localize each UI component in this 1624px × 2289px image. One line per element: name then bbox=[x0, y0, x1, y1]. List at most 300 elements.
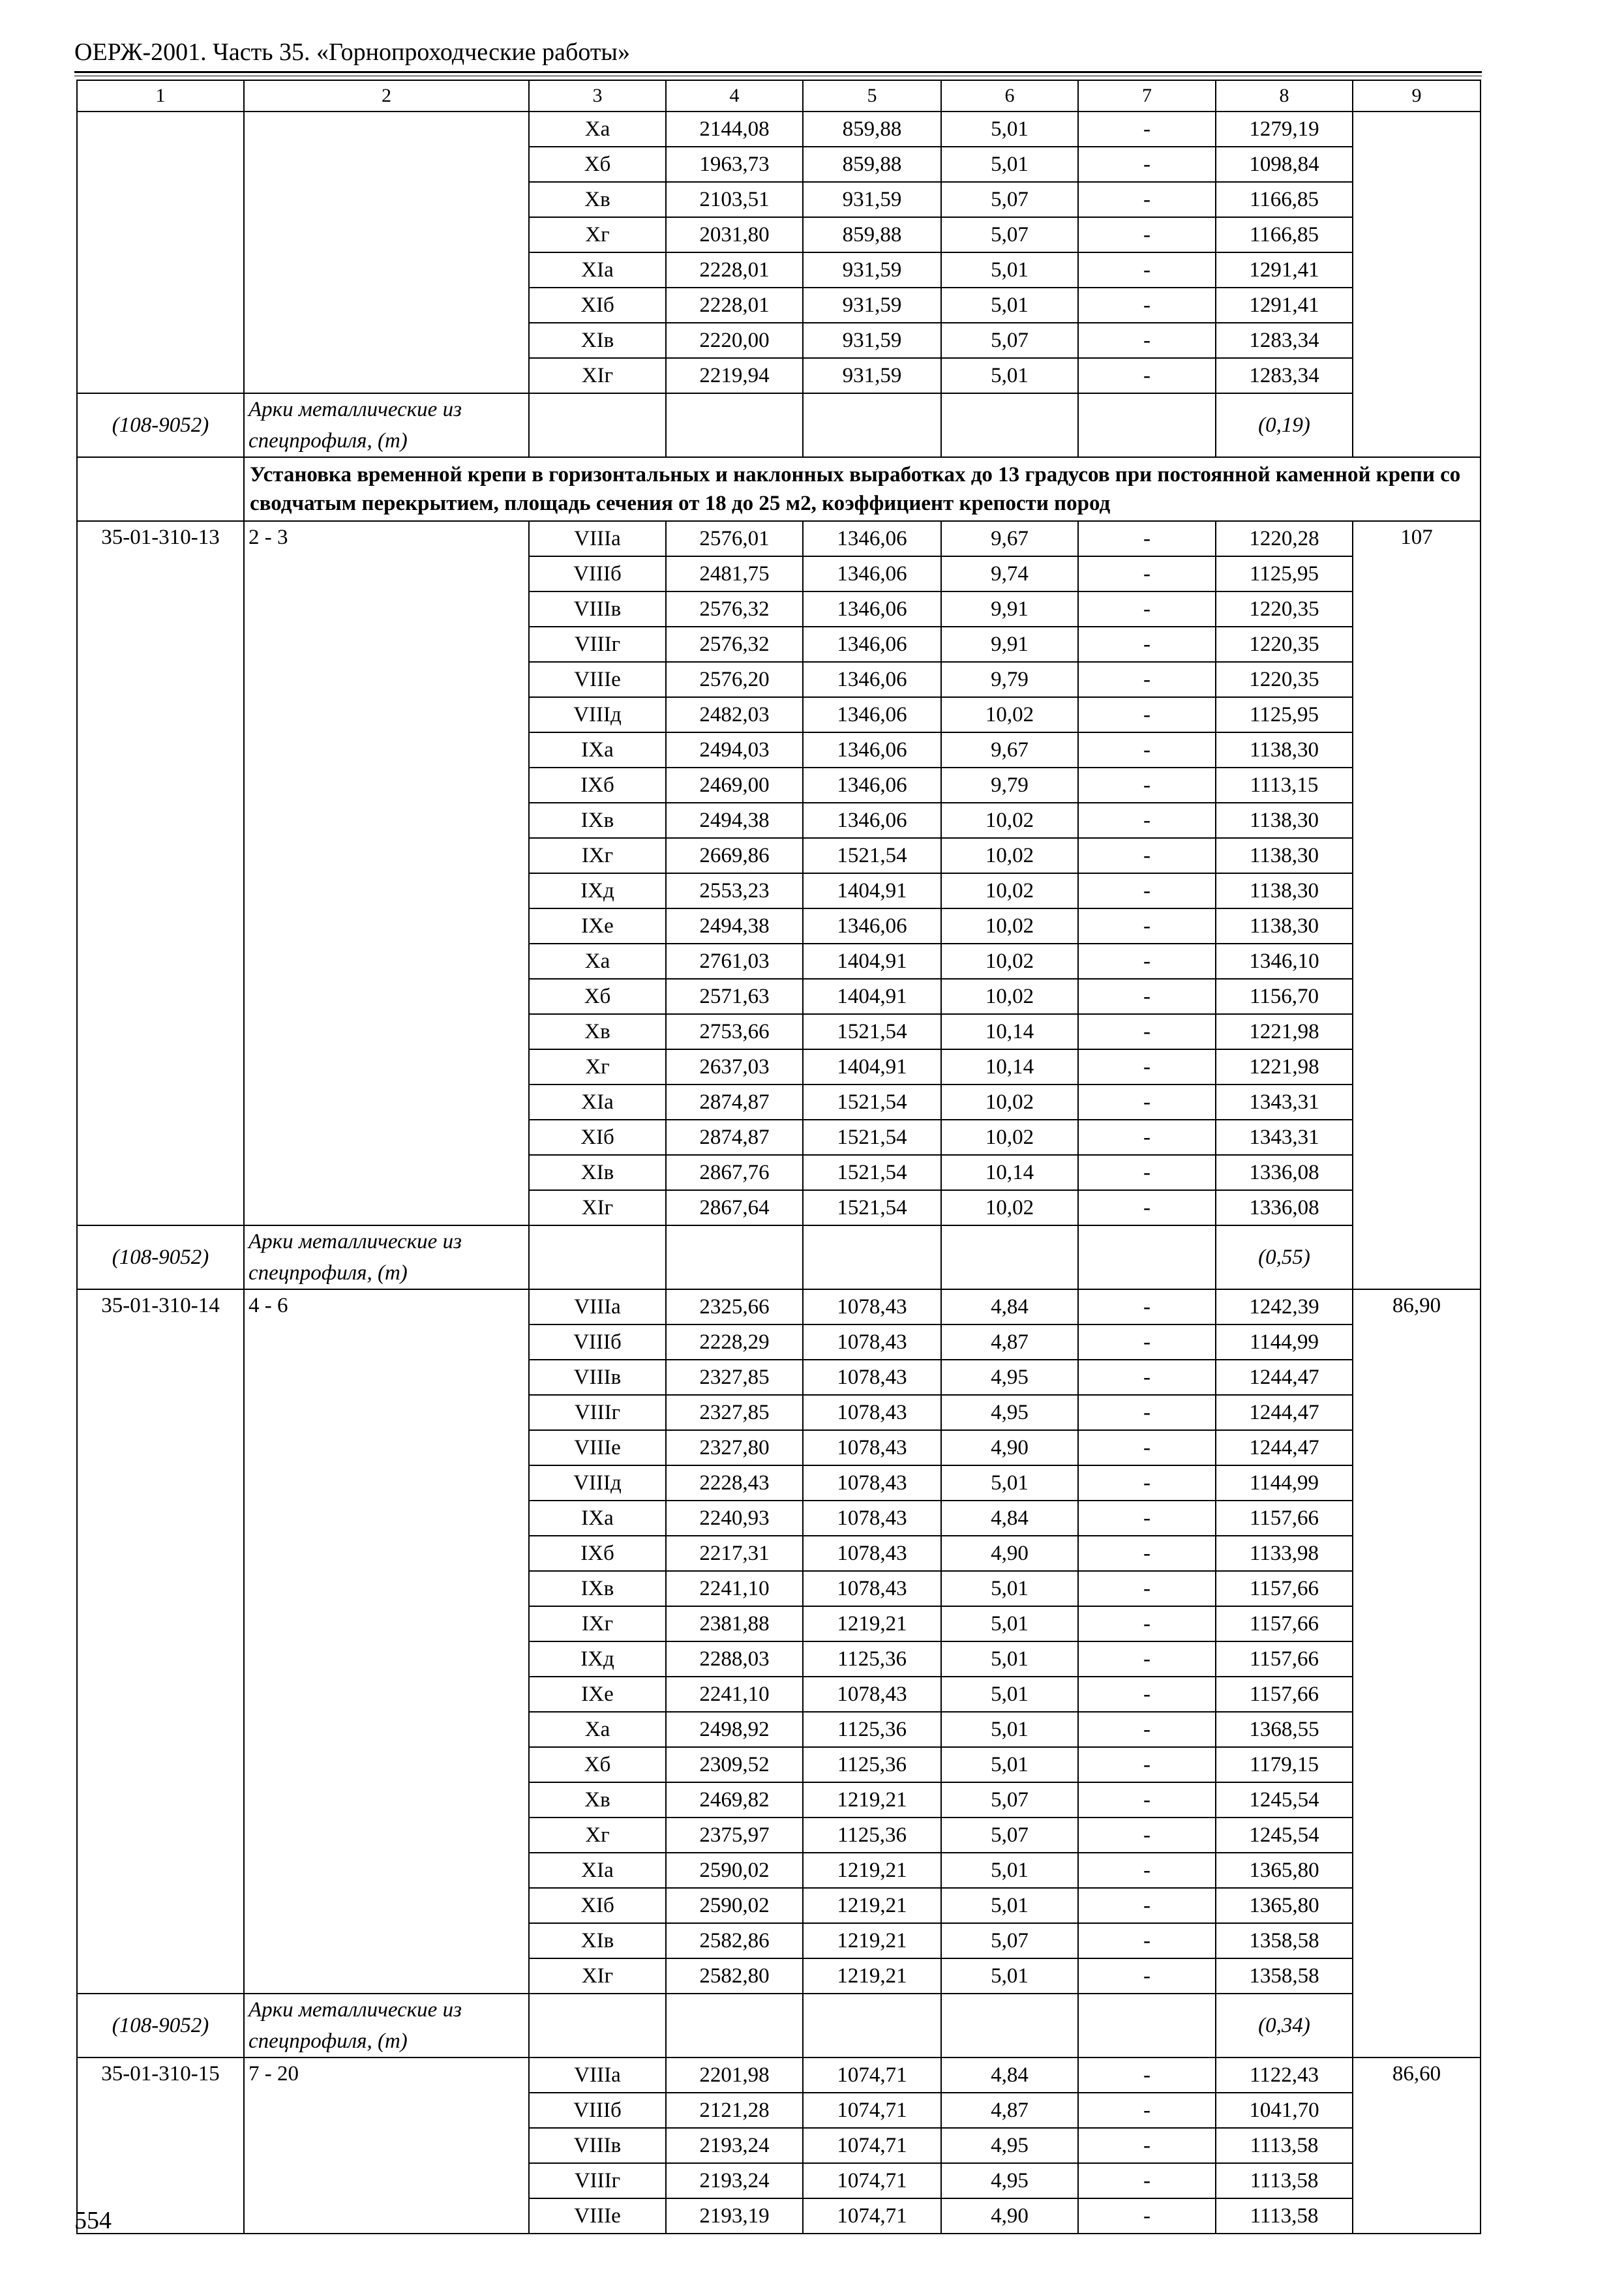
table-cell: 1521,54 bbox=[803, 1085, 941, 1120]
table-cell: - bbox=[1078, 591, 1216, 627]
table-cell-empty bbox=[941, 1994, 1078, 2057]
table-cell: 5,07 bbox=[941, 182, 1078, 217]
table-cell: VIIIд bbox=[529, 1465, 666, 1501]
table-cell: 9,79 bbox=[941, 662, 1078, 697]
table-cell: 10,02 bbox=[941, 838, 1078, 873]
table-cell: 2103,51 bbox=[666, 182, 803, 217]
table-cell: 5,01 bbox=[941, 1958, 1078, 1994]
table-cell: 931,59 bbox=[803, 288, 941, 323]
rate-code-cell: 35-01-310-14 bbox=[77, 1289, 244, 1994]
material-row bbox=[77, 1225, 1481, 1289]
table-cell: 4,84 bbox=[941, 1501, 1078, 1536]
column-number-row bbox=[77, 80, 1481, 112]
table-cell: - bbox=[1078, 627, 1216, 662]
table-cell: 1219,21 bbox=[803, 1782, 941, 1818]
page-header-title: ОЕРЖ-2001. Часть 35. «Горнопроходческие работы» bbox=[74, 38, 630, 66]
table-cell: 2325,66 bbox=[666, 1289, 803, 1324]
table-cell: 10,02 bbox=[941, 908, 1078, 944]
table-cell: VIIIб bbox=[529, 556, 666, 591]
table-cell: 2327,85 bbox=[666, 1360, 803, 1395]
table-cell: 1291,41 bbox=[1216, 252, 1353, 288]
table-cell: - bbox=[1078, 873, 1216, 908]
table-cell: 9,91 bbox=[941, 591, 1078, 627]
column-number: 1 bbox=[77, 80, 244, 112]
table-cell: 2576,01 bbox=[666, 521, 803, 556]
table-cell: - bbox=[1078, 1641, 1216, 1677]
table-cell: 2494,38 bbox=[666, 803, 803, 838]
table-cell: 5,07 bbox=[941, 1923, 1078, 1958]
table-cell: 1365,80 bbox=[1216, 1888, 1353, 1923]
table-cell: 1219,21 bbox=[803, 1853, 941, 1888]
table-cell: 1219,21 bbox=[803, 1606, 941, 1641]
table-cell: 1368,55 bbox=[1216, 1712, 1353, 1747]
table-cell: 1074,71 bbox=[803, 2198, 941, 2234]
col9-value-cell bbox=[1353, 112, 1481, 457]
table-cell: 2874,87 bbox=[666, 1120, 803, 1155]
table-cell: 5,01 bbox=[941, 1747, 1078, 1782]
table-cell: VIIIа bbox=[529, 521, 666, 556]
table-cell: 1179,15 bbox=[1216, 1747, 1353, 1782]
table-cell: Xг bbox=[529, 1049, 666, 1085]
table-cell: 2193,24 bbox=[666, 2163, 803, 2198]
table-cell: 931,59 bbox=[803, 252, 941, 288]
table-cell-empty bbox=[803, 1994, 941, 2057]
table-cell: 5,01 bbox=[941, 252, 1078, 288]
table-cell: 1074,71 bbox=[803, 2093, 941, 2128]
table-cell: 931,59 bbox=[803, 358, 941, 393]
table-cell: 2375,97 bbox=[666, 1818, 803, 1853]
material-value-cell: (0,55) bbox=[1216, 1225, 1353, 1289]
table-cell: 1346,06 bbox=[803, 697, 941, 732]
material-name-cell: Арки металлические из спецпрофиля, (т) bbox=[244, 393, 529, 457]
table-cell: 2217,31 bbox=[666, 1536, 803, 1571]
column-number: 5 bbox=[803, 80, 941, 112]
table-cell: IXа bbox=[529, 732, 666, 768]
table-cell: - bbox=[1078, 2057, 1216, 2093]
section-title: Установка временной крепи в горизонтальных и наклонных выработках до 13 градусов при постоянной каменной крепи со сводчатым перекрытием, площадь сечения от 18 до 25 м2, коэффициент крепости пород bbox=[244, 457, 1481, 521]
table-cell: 1144,99 bbox=[1216, 1465, 1353, 1501]
table-cell: 5,07 bbox=[941, 1782, 1078, 1818]
table-cell: Xв bbox=[529, 1014, 666, 1049]
table-cell: 1133,98 bbox=[1216, 1536, 1353, 1571]
table-cell-empty bbox=[666, 393, 803, 457]
table-cell: 1404,91 bbox=[803, 873, 941, 908]
table-cell: - bbox=[1078, 1677, 1216, 1712]
table-body bbox=[77, 80, 1481, 2234]
material-row bbox=[77, 1994, 1481, 2057]
table-cell: - bbox=[1078, 1782, 1216, 1818]
table-cell: VIIIе bbox=[529, 2198, 666, 2234]
table-cell: 1346,06 bbox=[803, 908, 941, 944]
rock-strength-range-cell: 4 - 6 bbox=[244, 1289, 529, 1994]
table-cell: - bbox=[1078, 252, 1216, 288]
table-cell: 1365,80 bbox=[1216, 1853, 1353, 1888]
table-cell: 5,01 bbox=[941, 112, 1078, 147]
table-cell: 5,01 bbox=[941, 1606, 1078, 1641]
table-cell: 1346,06 bbox=[803, 627, 941, 662]
table-cell: - bbox=[1078, 182, 1216, 217]
rate-code-cell bbox=[77, 112, 244, 393]
table-cell: 1404,91 bbox=[803, 1049, 941, 1085]
table-cell: 4,95 bbox=[941, 1360, 1078, 1395]
material-value-cell: (0,19) bbox=[1216, 393, 1353, 457]
table-cell: 931,59 bbox=[803, 323, 941, 358]
table-cell: 1346,06 bbox=[803, 768, 941, 803]
column-number: 7 bbox=[1078, 80, 1216, 112]
table-cell: 2219,94 bbox=[666, 358, 803, 393]
table-cell: - bbox=[1078, 323, 1216, 358]
table-cell: 1138,30 bbox=[1216, 732, 1353, 768]
table-cell: 9,74 bbox=[941, 556, 1078, 591]
table-cell: 1521,54 bbox=[803, 1014, 941, 1049]
table-cell: - bbox=[1078, 217, 1216, 252]
table-cell: - bbox=[1078, 908, 1216, 944]
column-number: 9 bbox=[1353, 80, 1481, 112]
table-cell: - bbox=[1078, 732, 1216, 768]
table-cell: 931,59 bbox=[803, 182, 941, 217]
table-cell: 2867,76 bbox=[666, 1155, 803, 1190]
table-cell: - bbox=[1078, 1888, 1216, 1923]
table-cell: - bbox=[1078, 944, 1216, 979]
table-cell: 1144,99 bbox=[1216, 1324, 1353, 1360]
material-code-cell: (108-9052) bbox=[77, 1994, 244, 2057]
table-cell: 1245,54 bbox=[1216, 1782, 1353, 1818]
table-cell: 10,02 bbox=[941, 944, 1078, 979]
table-cell: 1291,41 bbox=[1216, 288, 1353, 323]
table-cell: IXб bbox=[529, 1536, 666, 1571]
table-cell: 1244,47 bbox=[1216, 1360, 1353, 1395]
table-cell: VIIIг bbox=[529, 1395, 666, 1430]
table-cell: 1125,36 bbox=[803, 1641, 941, 1677]
table-cell: 2220,00 bbox=[666, 323, 803, 358]
table-cell: XIг bbox=[529, 1958, 666, 1994]
table-cell: 1219,21 bbox=[803, 1958, 941, 1994]
table-cell: 1343,31 bbox=[1216, 1085, 1353, 1120]
table-cell: 2031,80 bbox=[666, 217, 803, 252]
table-cell: VIIIв bbox=[529, 591, 666, 627]
table-cell: VIIIв bbox=[529, 2128, 666, 2163]
table-cell: 4,84 bbox=[941, 1289, 1078, 1324]
table-cell: XIа bbox=[529, 252, 666, 288]
table-cell: 1078,43 bbox=[803, 1289, 941, 1324]
header-rule bbox=[74, 71, 1482, 73]
table-cell: 1346,06 bbox=[803, 591, 941, 627]
table-cell: 2669,86 bbox=[666, 838, 803, 873]
table-cell: 1220,35 bbox=[1216, 591, 1353, 627]
table-cell: - bbox=[1078, 556, 1216, 591]
table-cell: 2571,63 bbox=[666, 979, 803, 1014]
table-cell: - bbox=[1078, 1360, 1216, 1395]
table-cell: 9,91 bbox=[941, 627, 1078, 662]
table-cell: 2193,19 bbox=[666, 2198, 803, 2234]
material-value-cell: (0,34) bbox=[1216, 1994, 1353, 2057]
section-spacer-cell bbox=[77, 457, 244, 521]
table-cell: 1138,30 bbox=[1216, 803, 1353, 838]
table-cell: - bbox=[1078, 1155, 1216, 1190]
table-cell: 1113,58 bbox=[1216, 2163, 1353, 2198]
table-cell: 1078,43 bbox=[803, 1465, 941, 1501]
table-cell: 1245,54 bbox=[1216, 1818, 1353, 1853]
table-cell: - bbox=[1078, 112, 1216, 147]
table-cell: VIIIб bbox=[529, 1324, 666, 1360]
table-cell: 2240,93 bbox=[666, 1501, 803, 1536]
table-cell: - bbox=[1078, 147, 1216, 182]
table-cell: - bbox=[1078, 662, 1216, 697]
table-cell: 1336,08 bbox=[1216, 1190, 1353, 1225]
table-cell: 9,67 bbox=[941, 521, 1078, 556]
rates-table bbox=[76, 80, 1481, 2234]
table-cell: 9,79 bbox=[941, 768, 1078, 803]
table-cell: 1125,36 bbox=[803, 1818, 941, 1853]
table-cell: 1041,70 bbox=[1216, 2093, 1353, 2128]
table-cell: 1221,98 bbox=[1216, 1014, 1353, 1049]
table-cell: - bbox=[1078, 1395, 1216, 1430]
table-cell: 10,02 bbox=[941, 1085, 1078, 1120]
table-cell: Xг bbox=[529, 1818, 666, 1853]
col9-value-cell: 107 bbox=[1353, 521, 1481, 1289]
table-cell: 1125,36 bbox=[803, 1712, 941, 1747]
table-cell: 1078,43 bbox=[803, 1677, 941, 1712]
table-cell: - bbox=[1078, 1958, 1216, 1994]
table-cell: 2309,52 bbox=[666, 1747, 803, 1782]
table-cell: 10,02 bbox=[941, 1120, 1078, 1155]
table-cell: 1138,30 bbox=[1216, 873, 1353, 908]
table-cell: Xг bbox=[529, 217, 666, 252]
rock-strength-range-cell: 2 - 3 bbox=[244, 521, 529, 1225]
table-cell: 1521,54 bbox=[803, 838, 941, 873]
table-cell: - bbox=[1078, 1014, 1216, 1049]
page-number: 554 bbox=[74, 2207, 112, 2234]
table-cell: VIIIд bbox=[529, 697, 666, 732]
table-cell: 5,01 bbox=[941, 1465, 1078, 1501]
table-cell: VIIIе bbox=[529, 662, 666, 697]
table-cell: 1336,08 bbox=[1216, 1155, 1353, 1190]
table-cell: 1074,71 bbox=[803, 2163, 941, 2198]
table-cell: XIб bbox=[529, 1120, 666, 1155]
table-cell: 2381,88 bbox=[666, 1606, 803, 1641]
table-cell: 1113,58 bbox=[1216, 2128, 1353, 2163]
table-cell: 859,88 bbox=[803, 217, 941, 252]
table-cell: 2241,10 bbox=[666, 1677, 803, 1712]
table-cell: - bbox=[1078, 697, 1216, 732]
table-cell: 5,07 bbox=[941, 1818, 1078, 1853]
table-cell: 2576,32 bbox=[666, 591, 803, 627]
table-cell: 2874,87 bbox=[666, 1085, 803, 1120]
table-cell: - bbox=[1078, 1536, 1216, 1571]
table-cell: 1138,30 bbox=[1216, 838, 1353, 873]
table-cell: 1346,10 bbox=[1216, 944, 1353, 979]
table-cell: - bbox=[1078, 288, 1216, 323]
table-cell: 1113,15 bbox=[1216, 768, 1353, 803]
table-cell: - bbox=[1078, 1712, 1216, 1747]
table-cell: XIв bbox=[529, 1923, 666, 1958]
table-cell: 2494,38 bbox=[666, 908, 803, 944]
table-cell-empty bbox=[529, 393, 666, 457]
table-cell: 2482,03 bbox=[666, 697, 803, 732]
table-cell: 1346,06 bbox=[803, 803, 941, 838]
table-cell-empty bbox=[1078, 393, 1216, 457]
table-cell: 1521,54 bbox=[803, 1120, 941, 1155]
table-cell: - bbox=[1078, 358, 1216, 393]
table-cell: IXе bbox=[529, 1677, 666, 1712]
table-cell: 5,01 bbox=[941, 1641, 1078, 1677]
table-cell: - bbox=[1078, 1923, 1216, 1958]
material-code-cell: (108-9052) bbox=[77, 393, 244, 457]
table-cell: IXг bbox=[529, 838, 666, 873]
table-cell: XIг bbox=[529, 1190, 666, 1225]
table-cell: 859,88 bbox=[803, 147, 941, 182]
table-cell: IXв bbox=[529, 803, 666, 838]
table-cell-empty bbox=[1078, 1225, 1216, 1289]
table-cell: 5,01 bbox=[941, 1677, 1078, 1712]
table-cell: 1283,34 bbox=[1216, 358, 1353, 393]
table-cell: 1404,91 bbox=[803, 944, 941, 979]
table-cell-empty bbox=[666, 1994, 803, 2057]
table-cell: - bbox=[1078, 1818, 1216, 1853]
table-cell: 1404,91 bbox=[803, 979, 941, 1014]
table-cell: IXа bbox=[529, 1501, 666, 1536]
table-cell: - bbox=[1078, 1324, 1216, 1360]
table-cell: 1125,95 bbox=[1216, 556, 1353, 591]
table-cell: Xв bbox=[529, 1782, 666, 1818]
table-cell: 5,01 bbox=[941, 1571, 1078, 1606]
table-cell: 10,02 bbox=[941, 1190, 1078, 1225]
table-cell: 859,88 bbox=[803, 112, 941, 147]
table-cell: Xб bbox=[529, 147, 666, 182]
table-cell: Xа bbox=[529, 1712, 666, 1747]
table-cell: 10,02 bbox=[941, 697, 1078, 732]
table-cell: Xв bbox=[529, 182, 666, 217]
table-cell: Xб bbox=[529, 1747, 666, 1782]
table-cell: 1346,06 bbox=[803, 521, 941, 556]
table-cell: 1157,66 bbox=[1216, 1571, 1353, 1606]
table-cell: 4,95 bbox=[941, 1395, 1078, 1430]
table-cell: VIIIг bbox=[529, 2163, 666, 2198]
table-cell: 1244,47 bbox=[1216, 1430, 1353, 1465]
table-cell: XIа bbox=[529, 1853, 666, 1888]
table-cell: 1113,58 bbox=[1216, 2198, 1353, 2234]
table-cell: - bbox=[1078, 1190, 1216, 1225]
table-cell: 1157,66 bbox=[1216, 1501, 1353, 1536]
table-cell: 2469,82 bbox=[666, 1782, 803, 1818]
table-cell: VIIIа bbox=[529, 2057, 666, 2093]
table-cell: 1166,85 bbox=[1216, 182, 1353, 217]
table-cell: - bbox=[1078, 803, 1216, 838]
table-cell: - bbox=[1078, 1747, 1216, 1782]
table-cell: 1220,28 bbox=[1216, 521, 1353, 556]
table-cell: 2228,01 bbox=[666, 252, 803, 288]
table-cell: VIIIб bbox=[529, 2093, 666, 2128]
table-cell: 4,95 bbox=[941, 2128, 1078, 2163]
table-cell: - bbox=[1078, 1120, 1216, 1155]
table-cell-empty bbox=[1078, 1994, 1216, 2057]
table-cell-empty bbox=[941, 1225, 1078, 1289]
table-row bbox=[77, 2057, 1481, 2093]
table-cell: - bbox=[1078, 2163, 1216, 2198]
column-number: 2 bbox=[244, 80, 529, 112]
table-cell: 1346,06 bbox=[803, 662, 941, 697]
table-cell: 2327,80 bbox=[666, 1430, 803, 1465]
table-cell: 1521,54 bbox=[803, 1155, 941, 1190]
table-cell: 1346,06 bbox=[803, 732, 941, 768]
table-cell: - bbox=[1078, 768, 1216, 803]
table-cell: IXд bbox=[529, 1641, 666, 1677]
table-cell: XIв bbox=[529, 323, 666, 358]
table-cell: 1078,43 bbox=[803, 1395, 941, 1430]
column-number: 4 bbox=[666, 80, 803, 112]
col9-value-cell: 86,60 bbox=[1353, 2057, 1481, 2234]
table-cell: 5,01 bbox=[941, 288, 1078, 323]
table-cell: 4,95 bbox=[941, 2163, 1078, 2198]
table-cell: 1078,43 bbox=[803, 1571, 941, 1606]
table-cell: - bbox=[1078, 979, 1216, 1014]
table-cell: 2553,23 bbox=[666, 873, 803, 908]
table-cell: 10,02 bbox=[941, 803, 1078, 838]
section-row bbox=[77, 457, 1481, 521]
table-cell: IXе bbox=[529, 908, 666, 944]
column-number: 8 bbox=[1216, 80, 1353, 112]
table-cell: 2241,10 bbox=[666, 1571, 803, 1606]
table-cell: 1219,21 bbox=[803, 1888, 941, 1923]
table-cell: 5,01 bbox=[941, 1888, 1078, 1923]
table-cell: 1157,66 bbox=[1216, 1606, 1353, 1641]
table-cell-empty bbox=[529, 1225, 666, 1289]
table-cell: 1221,98 bbox=[1216, 1049, 1353, 1085]
table-cell: 5,01 bbox=[941, 358, 1078, 393]
table-cell: - bbox=[1078, 1571, 1216, 1606]
table-cell: 1098,84 bbox=[1216, 147, 1353, 182]
table-cell: Xб bbox=[529, 979, 666, 1014]
table-cell: VIIIа bbox=[529, 1289, 666, 1324]
table-cell: 2469,00 bbox=[666, 768, 803, 803]
table-cell: 4,90 bbox=[941, 2198, 1078, 2234]
table-cell: 1157,66 bbox=[1216, 1677, 1353, 1712]
table-cell: 5,07 bbox=[941, 217, 1078, 252]
table-cell-empty bbox=[803, 393, 941, 457]
table-cell: 2288,03 bbox=[666, 1641, 803, 1677]
table-cell: 1220,35 bbox=[1216, 662, 1353, 697]
table-cell: - bbox=[1078, 1430, 1216, 1465]
table-cell: 1074,71 bbox=[803, 2057, 941, 2093]
table-cell: IXд bbox=[529, 873, 666, 908]
table-cell: - bbox=[1078, 1289, 1216, 1324]
table-cell: - bbox=[1078, 521, 1216, 556]
table-cell: 2582,86 bbox=[666, 1923, 803, 1958]
table-cell-empty bbox=[803, 1225, 941, 1289]
material-name-cell: Арки металлические из спецпрофиля, (т) bbox=[244, 1225, 529, 1289]
table-cell: 2193,24 bbox=[666, 2128, 803, 2163]
table-cell: 1125,36 bbox=[803, 1747, 941, 1782]
table-cell: 1157,66 bbox=[1216, 1641, 1353, 1677]
table-cell: 2228,01 bbox=[666, 288, 803, 323]
table-cell: 5,07 bbox=[941, 323, 1078, 358]
table-cell: 1358,58 bbox=[1216, 1923, 1353, 1958]
table-cell: 2327,85 bbox=[666, 1395, 803, 1430]
table-cell: - bbox=[1078, 1501, 1216, 1536]
table-cell: IXв bbox=[529, 1571, 666, 1606]
table-cell: IXг bbox=[529, 1606, 666, 1641]
table-cell: 2494,03 bbox=[666, 732, 803, 768]
table-cell: 4,87 bbox=[941, 1324, 1078, 1360]
rate-code-cell: 35-01-310-15 bbox=[77, 2057, 244, 2234]
table-cell-empty bbox=[529, 1994, 666, 2057]
table-cell: VIIIг bbox=[529, 627, 666, 662]
table-cell: - bbox=[1078, 1606, 1216, 1641]
table-cell: 2761,03 bbox=[666, 944, 803, 979]
table-cell: Xа bbox=[529, 944, 666, 979]
table-cell: XIа bbox=[529, 1085, 666, 1120]
table-cell-empty bbox=[666, 1225, 803, 1289]
